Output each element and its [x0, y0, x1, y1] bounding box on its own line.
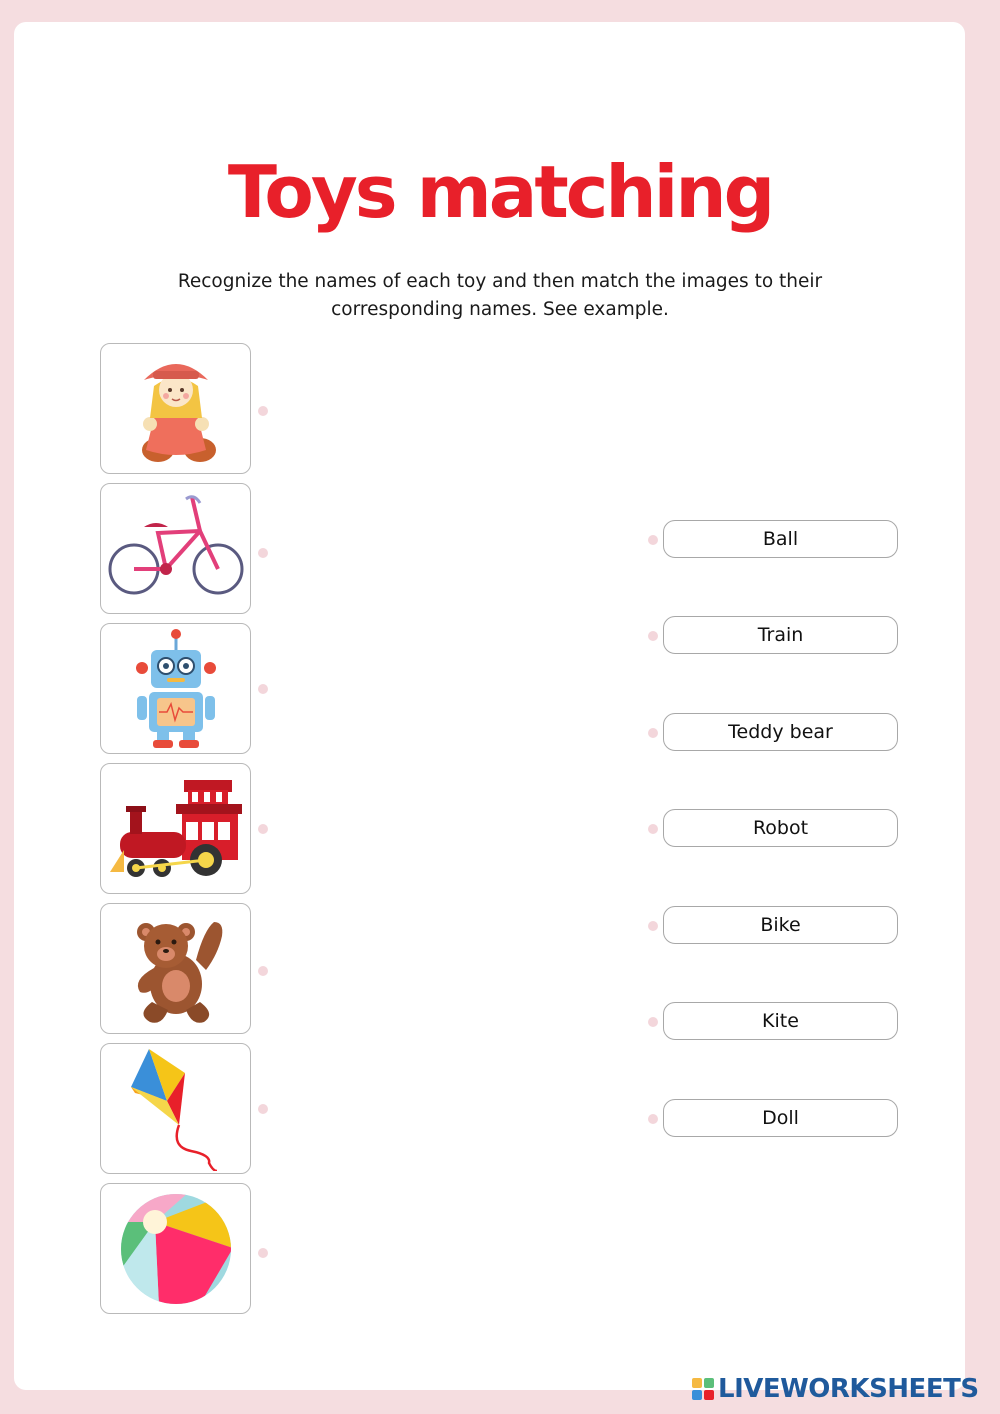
- liveworksheets-logo-icon: [692, 1378, 714, 1400]
- name-dot[interactable]: [648, 1114, 658, 1124]
- kite-icon: [121, 1047, 231, 1171]
- image-card-kite: [100, 1043, 251, 1174]
- image-dot[interactable]: [258, 966, 268, 976]
- ball-icon: [119, 1192, 233, 1306]
- robot-icon: [131, 628, 221, 750]
- image-card-doll: [100, 343, 251, 474]
- image-dot[interactable]: [258, 1248, 268, 1258]
- image-card-bike: [100, 483, 251, 614]
- teddy-bear-icon: [126, 910, 226, 1028]
- name-dot[interactable]: [648, 535, 658, 545]
- instructions-text: Recognize the names of each toy and then match the images to their corresponding names. See example.: [177, 271, 823, 320]
- doll-icon: [126, 350, 226, 468]
- name-box-robot[interactable]: Robot: [663, 809, 898, 847]
- name-box-doll[interactable]: Doll: [663, 1099, 898, 1137]
- image-card-train: [100, 763, 251, 894]
- image-card-robot: [100, 623, 251, 754]
- brand-label: LIVEWORKSHEETS: [718, 1374, 979, 1404]
- name-dot[interactable]: [648, 728, 658, 738]
- name-dot[interactable]: [648, 824, 658, 834]
- train-icon: [106, 776, 246, 882]
- image-dot[interactable]: [258, 684, 268, 694]
- image-dot[interactable]: [258, 1104, 268, 1114]
- name-box-kite[interactable]: Kite: [663, 1002, 898, 1040]
- page-title: Toys matching: [227, 150, 773, 234]
- name-dot[interactable]: [648, 631, 658, 641]
- name-box-teddy-bear[interactable]: Teddy bear: [663, 713, 898, 751]
- image-card-teddy-bear: [100, 903, 251, 1034]
- name-box-train[interactable]: Train: [663, 616, 898, 654]
- liveworksheets-brand[interactable]: [692, 1374, 979, 1404]
- name-box-ball[interactable]: Ball: [663, 520, 898, 558]
- bike-icon: [106, 493, 246, 605]
- image-dot[interactable]: [258, 548, 268, 558]
- image-card-ball: [100, 1183, 251, 1314]
- name-dot[interactable]: [648, 1017, 658, 1027]
- name-box-bike[interactable]: Bike: [663, 906, 898, 944]
- image-dot[interactable]: [258, 406, 268, 416]
- name-dot[interactable]: [648, 921, 658, 931]
- image-dot[interactable]: [258, 824, 268, 834]
